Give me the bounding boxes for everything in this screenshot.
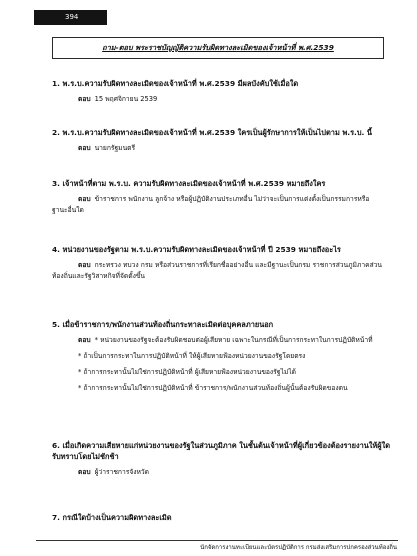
answer-text: นายกรัฐมนตรี	[94, 144, 136, 152]
qa-item-4	[52, 244, 397, 282]
question-3: 3. เจ้าหน้าที่ตาม พ.ร.บ. ความรับผิดทางละเมิดของเจ้าหน้าที่ พ.ศ.2539 หมายถึงใคร	[52, 179, 326, 188]
footer-divider	[36, 540, 398, 541]
question-2: 2. พ.ร.บ.ความรับผิดทางละเมิดของเจ้าหน้าที่ พ.ศ.2539 ใครเป็นผู้รักษาการให้เป็นไปตาม พ.ร.บ. นี้	[52, 128, 372, 137]
question-5: 5. เมื่อข้าราชการ/พนักงานส่วนท้องถิ่นกระทาละเมิดต่อบุคคลภายนอก	[52, 320, 274, 329]
qa-item-2	[52, 127, 397, 154]
qa-item-5	[52, 319, 397, 394]
page-number: 394	[65, 13, 79, 21]
qa-item-7	[52, 512, 397, 523]
qa-item-6	[52, 440, 397, 478]
answer-lead: ตอบ	[78, 195, 91, 203]
answer-5-bullet: * ถ้าการกระทานั้นไม่ใช่การปฏิบัติหน้าที่ ข้าราชการ/พนักงานส่วนท้องถิ่นผู้นั้นต้องรับผิดของตน	[78, 384, 348, 392]
answer-lead: ตอบ	[78, 144, 91, 152]
answer-lead: ตอบ	[78, 95, 91, 103]
qa-item-1	[52, 78, 397, 105]
question-1: 1. พ.ร.บ.ความรับผิดทางละเมิดของเจ้าหน้าที่ พ.ศ.2539 มีผลบังคับใช้เมื่อใด	[52, 79, 299, 88]
answer-lead: ตอบ	[78, 261, 91, 269]
answer-6	[52, 467, 388, 478]
answer-5	[52, 335, 382, 346]
answer-lead: ตอบ	[78, 468, 91, 476]
answer-1	[52, 94, 388, 105]
answer-5-bullet: * ถ้าการกระทานั้นไม่ใช่การปฏิบัติหน้าที่ ผู้เสียหายฟ้องหน่วยงานของรัฐไม่ได้	[78, 368, 296, 376]
document-title: ถาม-ตอบ พระราชบัญญัติความรับผิดทางละเมิดของเจ้าหน้าที่ พ.ศ.2539	[102, 43, 334, 52]
answer-lead: ตอบ	[78, 336, 91, 344]
question-6: 6. เมื่อเกิดความเสียหายแก่หน่วยงานของรัฐในส่วนภูมิภาค ในชั้นต้นเจ้าหน้าที่ผู้เกี่ยวข้องต้องรายงานให้ผู้ใดรับทราบโดยไม่ชักช้า	[52, 441, 391, 461]
answer-5-bullet: * ถ้าเป็นการกระทาในการปฏิบัติหน้าที่ ให้ผู้เสียหายฟ้องหน่วยงานของรัฐโดยตรง	[78, 352, 306, 360]
answer-text: 15 พฤศจิกายน 2539	[94, 95, 158, 103]
footer-text: นักจัดการงานทะเบียนและบัตรปฏิบัติการ กรมส่งเสริมการปกครองส่วนท้องถิ่น	[200, 544, 397, 551]
answer-text: กระทรวง ทบวง กรม หรือส่วนราชการที่เรียกชื่ออย่างอื่น และมีฐานะเป็นกรม ราชการส่วนภูมิภาคส่วนท้องถิ่นและรัฐวิสาหกิจที่จัดตั้งขึ้น	[52, 261, 382, 280]
answer-4	[52, 260, 382, 282]
answer-2	[52, 143, 388, 154]
document-title-box	[52, 37, 384, 59]
question-4: 4. หน่วยงานของรัฐตาม พ.ร.บ.ความรับผิดทางละเมิดของเจ้าหน้าที่ ปี 2539 หมายถึงอะไร	[52, 245, 341, 254]
qa-item-3	[52, 178, 397, 216]
answer-text: * หน่วยงานของรัฐจะต้องรับผิดชอบต่อผู้เสียหาย เฉพาะในกรณีที่เป็นการกระทาในการปฏิบัติหน้าที่	[94, 336, 373, 344]
answer-3	[52, 194, 382, 216]
question-7: 7. กรณีใดบ้างเป็นความผิดทางละเมิด	[52, 513, 172, 522]
answer-text: ผู้ว่าราชการจังหวัด	[94, 468, 150, 476]
answer-text: ข้าราชการ พนักงาน ลูกจ้าง หรือผู้ปฏิบัติงานประเภทอื่น ไม่ว่าจะเป็นการแต่งตั้งเป็นกรรมการหรือฐานะอื่นใด	[52, 195, 370, 214]
page-number-tab	[34, 10, 107, 25]
